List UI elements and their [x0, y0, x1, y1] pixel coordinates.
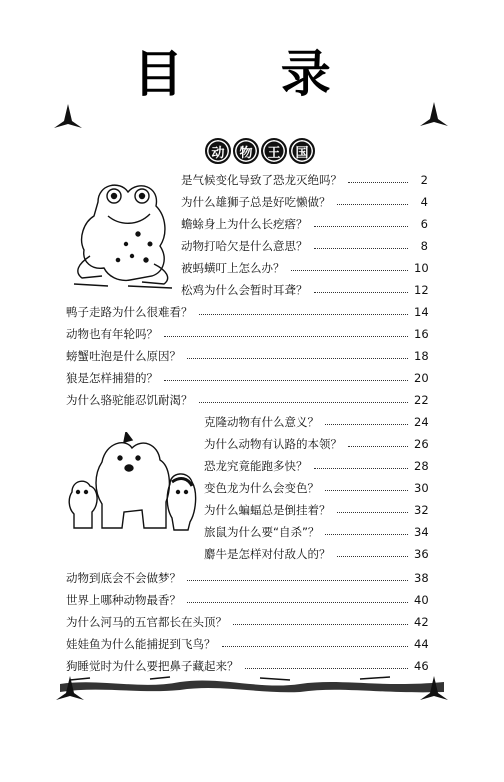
toc-entry[interactable]: [204, 479, 428, 497]
leader-dots: [199, 314, 409, 315]
bottom-ink-band-decoration: [60, 676, 444, 694]
toc-entry-page: 10: [414, 261, 429, 275]
leader-dots: [291, 270, 409, 271]
toc-entry[interactable]: [181, 237, 428, 255]
toc-entry-page: 38: [414, 571, 429, 585]
toc-entry-page: 44: [414, 637, 429, 651]
leader-dots: [314, 468, 409, 469]
toc-entry[interactable]: [66, 613, 428, 631]
toc-entry-label: 为什么蝙蝠总是倒挂着？: [204, 503, 331, 517]
toc-entry-label: 蟾蜍身上为什么长疙瘩？: [181, 217, 308, 231]
toc-entry-label: 螃蟹吐泡是什么原因？: [66, 349, 181, 363]
toc-entry[interactable]: [66, 635, 428, 653]
toc-entry-page: 2: [420, 173, 428, 187]
toc-entry[interactable]: [66, 325, 428, 343]
leader-dots: [325, 534, 408, 535]
toc-entry-page: 18: [414, 349, 429, 363]
leader-dots: [222, 646, 409, 647]
toc-entry-label: 克隆动物有什么意义？: [204, 415, 319, 429]
toc-entry-label: 旅鼠为什么要“自杀”？: [204, 525, 320, 539]
leader-dots: [337, 512, 409, 513]
toc-entry-label: 世界上哪种动物最香？: [66, 593, 181, 607]
toc-entry-label: 娃娃鱼为什么能捕捉到飞鸟？: [66, 637, 216, 651]
toc-entry-page: 40: [414, 593, 429, 607]
leader-dots: [348, 182, 408, 183]
toc-entry-label: 被蚂蟥叮上怎么办？: [181, 261, 285, 275]
toc-entry-page: 30: [414, 481, 429, 495]
toc-entry[interactable]: [181, 193, 428, 211]
toc-entry-page: 42: [414, 615, 429, 629]
toc-entry-label: 麝牛是怎样对付敌人的？: [204, 547, 331, 561]
star-ornament-right-icon: [420, 102, 448, 128]
leader-dots: [245, 668, 409, 669]
toc-entry-label: 为什么动物有认路的本领？: [204, 437, 342, 451]
toc-entry-page: 32: [414, 503, 429, 517]
toc-entry[interactable]: [204, 545, 428, 563]
toc-entry-page: 24: [414, 415, 429, 429]
toc-entry-page: 12: [414, 283, 429, 297]
toc-entry-label: 动物也有年轮吗？: [66, 327, 158, 341]
toc-entry-label: 为什么骆驼能忍饥耐渴？: [66, 393, 193, 407]
toc-entry[interactable]: [66, 347, 428, 365]
toc-entry[interactable]: [66, 303, 428, 321]
leader-dots: [337, 556, 409, 557]
toc-entry-label: 变色龙为什么会变色？: [204, 481, 319, 495]
toc-entry-page: 6: [420, 217, 428, 231]
toc-entry[interactable]: [204, 501, 428, 519]
toc-entry-page: 36: [414, 547, 429, 561]
leader-dots: [187, 602, 408, 603]
leader-dots: [314, 226, 409, 227]
star-ornament-left-icon: [54, 104, 82, 130]
toc-entry-page: 34: [414, 525, 429, 539]
toc-entry-page: 28: [414, 459, 429, 473]
toc-entry-page: 46: [414, 659, 429, 673]
leader-dots: [164, 380, 408, 381]
star-ornament-bottom-left-icon: [56, 676, 84, 702]
page-title: 目 录: [133, 45, 371, 103]
toc-entry[interactable]: [66, 569, 428, 587]
toc-entry-label: 为什么雄狮子总是好吃懒做？: [181, 195, 331, 209]
leader-dots: [314, 248, 409, 249]
section-char-3: 王: [261, 138, 287, 164]
leader-dots: [199, 402, 409, 403]
leader-dots: [325, 490, 408, 491]
leader-dots: [233, 624, 408, 625]
toc-entry[interactable]: [181, 171, 428, 189]
toc-entry[interactable]: [181, 259, 428, 277]
leader-dots: [337, 204, 409, 205]
toc-entry-label: 为什么河马的五官都长在头顶？: [66, 615, 227, 629]
leader-dots: [164, 336, 408, 337]
frog-illustration: [68, 172, 178, 290]
toc-entry-label: 动物打哈欠是什么意思？: [181, 239, 308, 253]
star-ornament-bottom-right-icon: [420, 676, 448, 702]
toc-entry-label: 松鸡为什么会暂时耳聋？: [181, 283, 308, 297]
toc-entry[interactable]: [204, 523, 428, 541]
toc-entry-page: 20: [414, 371, 429, 385]
toc-entry[interactable]: [204, 435, 428, 453]
toc-entry-page: 14: [414, 305, 429, 319]
toc-entry-label: 动物到底会不会做梦？: [66, 571, 181, 585]
section-title: [205, 138, 315, 164]
toc-entry[interactable]: [66, 391, 428, 409]
section-char-4: 国: [289, 138, 315, 164]
toc-entry-page: 8: [420, 239, 428, 253]
toc-entry-label: 恐龙究竟能跑多快？: [204, 459, 308, 473]
toc-entry-page: 4: [420, 195, 428, 209]
toc-entry[interactable]: [204, 413, 428, 431]
toc-entry-page: 26: [414, 437, 429, 451]
toc-entry-label: 狼是怎样捕猎的？: [66, 371, 158, 385]
toc-entry[interactable]: [66, 591, 428, 609]
leader-dots: [325, 424, 408, 425]
toc-entry[interactable]: [181, 281, 428, 299]
toc-entry-label: 是气候变化导致了恐龙灭绝吗？: [181, 173, 342, 187]
toc-entry-label: 鸭子走路为什么很难看？: [66, 305, 193, 319]
leader-dots: [187, 580, 408, 581]
leader-dots: [348, 446, 408, 447]
toc-entry-page: 22: [414, 393, 429, 407]
animals-group-illustration: [62, 432, 200, 532]
section-char-1: 动: [205, 138, 231, 164]
toc-entry[interactable]: [66, 369, 428, 387]
toc-entry-label: 狗睡觉时为什么要把鼻子藏起来？: [66, 659, 239, 673]
leader-dots: [314, 292, 409, 293]
section-char-2: 物: [233, 138, 259, 164]
leader-dots: [187, 358, 408, 359]
toc-entry-page: 16: [414, 327, 429, 341]
toc-entry[interactable]: [181, 215, 428, 233]
toc-entry[interactable]: [204, 457, 428, 475]
toc-entry[interactable]: [66, 657, 428, 675]
